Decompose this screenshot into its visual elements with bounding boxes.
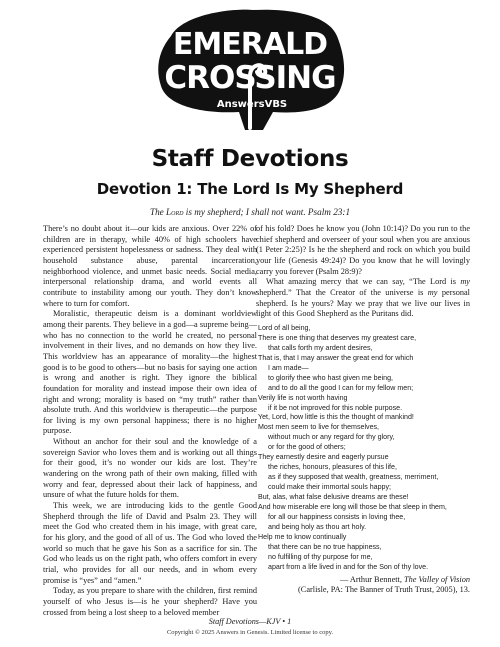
paragraph: There’s no doubt about it—our kids are anxious. Over 22% of children are in therapy, while 40% of high schoolers have experienced persistent hopelessness or sadness. They deal with household substance abuse, parental incarceration, neighborhood violence, and unmet basic needs. Social media, interpersonal relationship drama, and world events all contribute to instability among our youth. They don’t know where to turn for comfort. [43,224,257,308]
poem-line: no fulfilling of thy purpose for me, [268,552,373,561]
poem-line: apart from a life lived in and for the Son of thy love. [268,562,429,571]
poem-line: But, alas, what false delusive dreams are these! [258,493,409,502]
poem-line: if it be not improved for this noble purpose. [268,403,403,412]
poem-line: that calls forth my ardent desires, [268,343,373,352]
poem-line: to glorify thee who hast given me being, [268,373,394,382]
right-column [256,224,470,596]
poem-line: or for the good of others; [268,443,346,452]
poem-line: I am made— [268,363,309,372]
left-column [43,224,257,618]
poem-attribution: — Arthur Bennett, The Valley of Vision (Carlisle, PA: The Banner of Truth Trust, 2005), 13. [298,574,470,595]
poem-line: And how miserable ere long will those be that sleep in them, [258,503,447,512]
logo-line-2: CROSSING [164,60,336,96]
devotion-title: Devotion 1: The Lord Is My Shepherd [96,180,404,198]
poem-line: and being holy as thou art holy. [268,522,367,531]
poem-line: and to do all the good I can for my fellow men; [268,383,414,392]
paragraph: Moralistic, therapeutic deism is a dominant worldview among their parents. They believe in a god—a supreme being—who has no connection to the world he created, no personal involvement in their lives, and no demands on how they live. This worldview has an appearance of morality—the highest good is to be good to others—but no basis for saying one action is wrong and another is right. They ignore the biblical foundation for morality and instead impose their own idea of right and wrong; morality is based on “my truth” rather than absolute truth. And this worldview is therapeutic—the purpose for living is my own personal happiness; there is no higher purpose. [43,309,257,436]
poem-line: could make their immortal souls happy; [268,483,392,492]
footer-page-label: Staff Devotions—KJV • 1 [208,617,292,626]
emerald-crossing-logo [153,6,347,134]
poem-line: Help me to know continually [258,532,347,541]
poem-line: Yet, Lord, how little is this the thought of mankind! [258,413,414,422]
copyright-notice: Copyright © 2025 Answers in Genesis. Limited license to copy. [166,629,334,636]
paragraph: What amazing mercy that we can say, “The Lord is my shepherd.” That the Creator of the universe is my personal shepherd. Is he yours? May we pray that we live our lives in light of this Good Shepherd as the Puritans did. [256,277,470,319]
poem-line: without much or any regard for thy glory, [268,433,395,442]
paragraph: of his fold? Does he know you (John 10:14)? Do you run to the chief shepherd and overseer of your soul when you are anxious (1 Peter 2:25)? Is he the shepherd and rock on which you build your life (Genesis 49:24)? Do you know that he will lovingly carry you forever (Psalm 28:9)? [256,224,470,276]
poem-line: There is one thing that deserves my greatest care, [258,333,417,342]
scripture-verse: The Lord is my shepherd; I shall not want. Psalm 23:1 [149,207,351,217]
poem-line: Lord of all being, [258,323,311,332]
poem-line: as if they supposed that wealth, greatness, merriment, [268,473,439,482]
poem-line: That is, that I may answer the great end for which [258,353,414,362]
logo-tagline: AnswersVBS [216,99,288,110]
poem-line: They earnestly desire and eagerly pursue [258,453,389,462]
poem-line: Most men seem to live for themselves, [258,423,380,432]
paragraph: Without an anchor for their soul and the knowledge of a sovereign Savior who loves them and is working out all things for their good, it’s no wonder our kids are lost. They’re wandering on the wrong path of their own making, filled with worry and fear, depressed about their lack of happiness, and unsure of what the future holds for them. [43,437,257,500]
puritan-prayer-poem [258,324,470,573]
poem-line: the riches, honours, pleasures of this life, [268,463,397,472]
page-title: Staff Devotions [151,146,349,172]
poem-line: for all our happiness consists in loving thee, [268,513,406,522]
poem-line: Verily life is not worth having [258,393,348,402]
poem-line: that there can be no true happiness, [268,542,382,551]
logo-line-1: EMERALD [172,27,328,62]
paragraph: Today, as you prepare to share with the children, first remind yourself of who Jesus is—is he your shepherd? Have you crossed from being a lost sheep to a beloved member [43,586,257,617]
paragraph: This week, we are introducing kids to the gentle Good Shepherd through the life of David and Psalm 23. They will meet the God who created them in his image, with great care, for his glory, and the good of all of us. The God who loved the world so much that he gave his Son as a sacrifice for sin. The God who leads us on the right path, who offers comfort in every trial, who provides for all our needs, and in whom every promise is “yes” and “amen.” [43,501,257,585]
